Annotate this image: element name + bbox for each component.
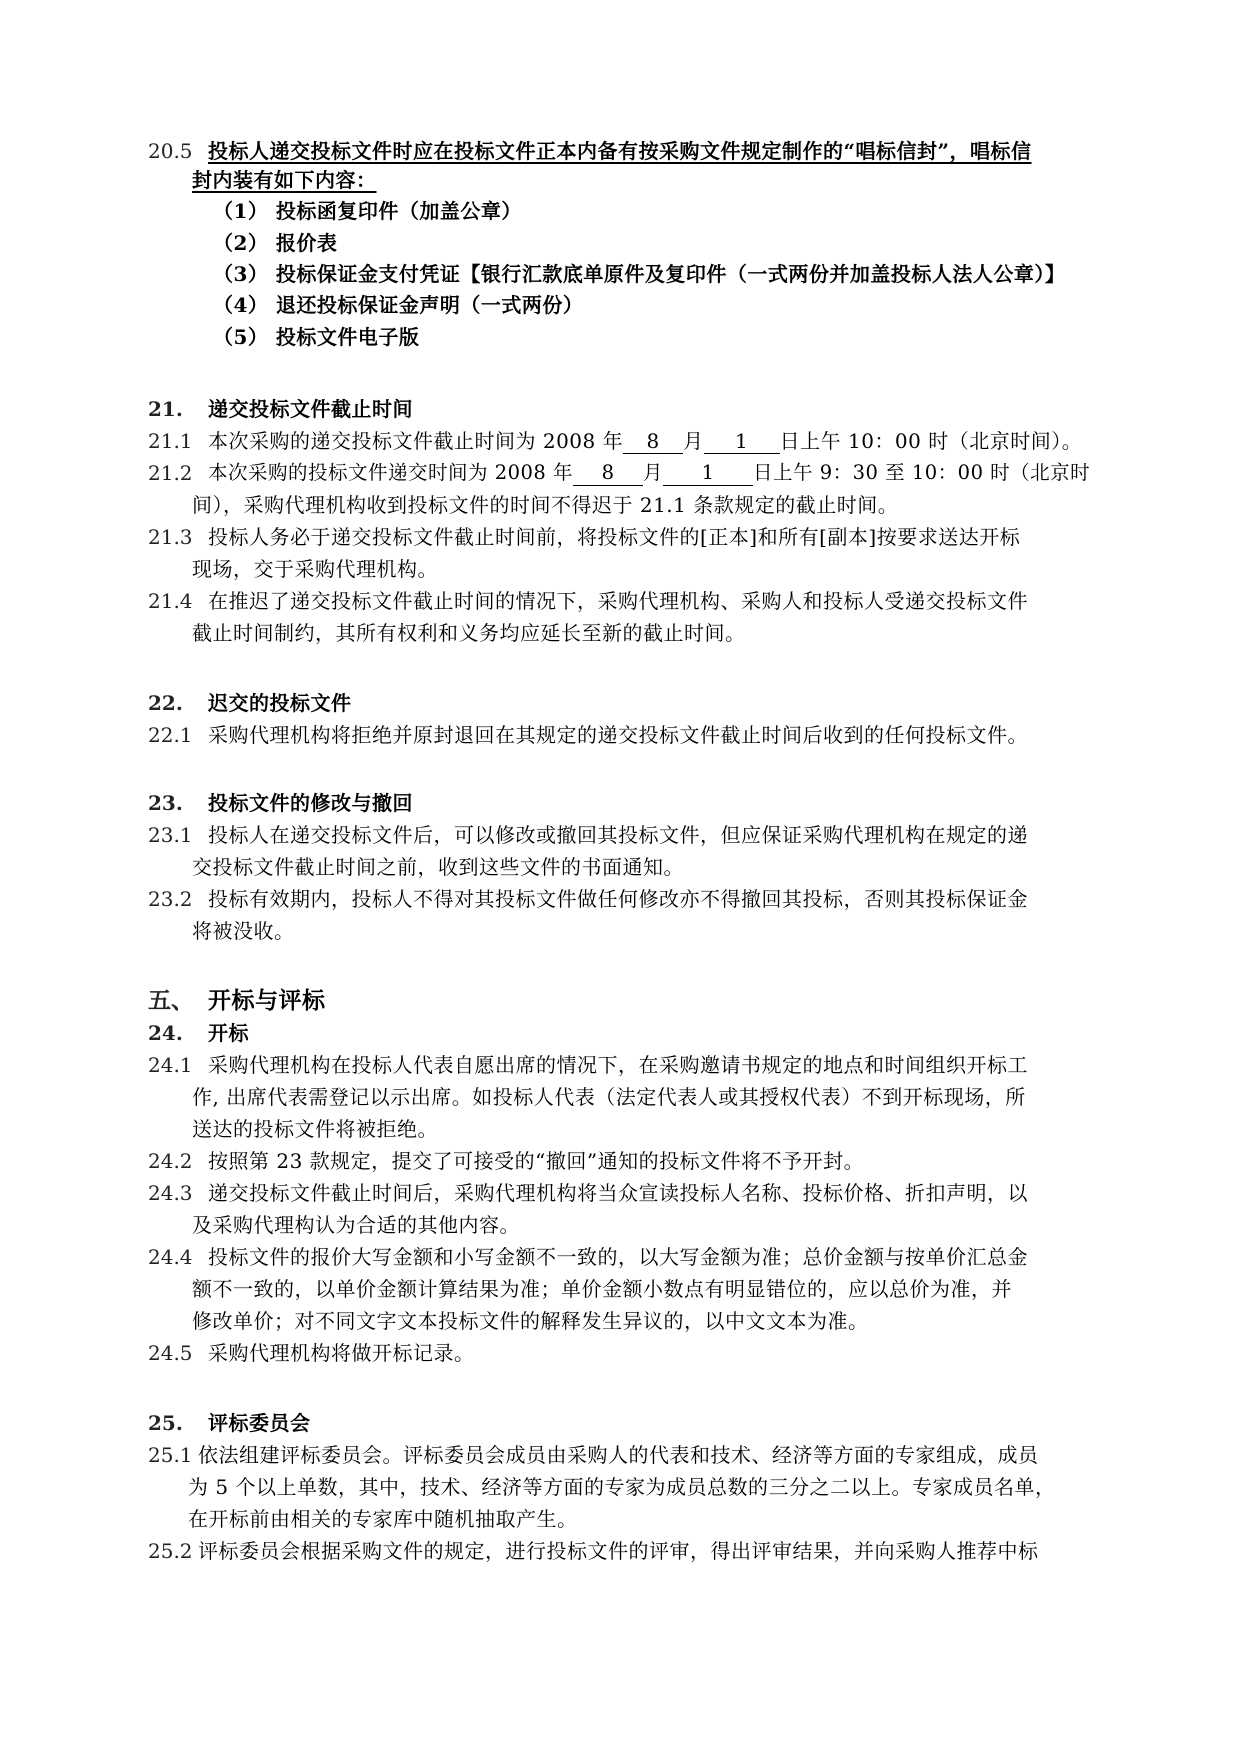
clause-text: 作, 出席代表需登记以示出席。如投标人代表（法定代表人或其授权代表）不到开标现场，所 [192,1085,1026,1109]
envelope-item-2 [0,226,1241,260]
clause-number: 22.1 [148,723,193,747]
clause-22-1 [0,718,1241,752]
clause-25-2 [0,1534,1241,1568]
clause-text: 递交投标文件截止时间后，采购代理机构将当众宣读投标人名称、投标价格、折扣声明，以 [208,1181,1028,1205]
list-item: （1） 投标函复印件（加盖公章） [213,199,522,223]
list-item: （2） 报价表 [213,231,338,255]
clause-number: 20.5 [148,139,193,163]
clause-text: 及采购代理构认为合适的其他内容。 [192,1213,520,1237]
heading-25 [0,1406,1241,1440]
section-title: 开标 [208,1021,249,1045]
text-segment: 月 [683,429,704,453]
clause-number: 23.1 [148,823,193,847]
section-number: 21. [148,397,183,421]
clause-text: 为 5 个以上单数，其中，技术、经济等方面的专家为成员总数的三分之二以上。专家成员名单， [188,1475,1056,1499]
day-blank: 1 [704,429,780,454]
section-number: 24. [148,1021,183,1045]
clause-25-1 [0,1438,1241,1472]
clause-text: 封内装有如下内容： [192,168,377,192]
clause-21-3-line2 [0,552,1241,586]
clause-text: 现场，交于采购代理机构。 [192,557,438,581]
clause-text: 采购代理机构将拒绝并原封退回在其规定的递交投标文件截止时间后收到的任何投标文件。 [208,723,1028,747]
clause-25-1-line2 [0,1470,1241,1504]
clause-number: 21.4 [148,589,193,613]
list-item: （4） 退还投标保证金声明（一式两份） [213,293,584,317]
clause-number: 24.4 [148,1245,193,1269]
clause-text: 依法组建评标委员会。评标委员会成员由采购人的代表和技术、经济等方面的专家组成，成员 [198,1443,1039,1467]
month-blank: 8 [623,429,683,454]
heading-21 [0,392,1241,426]
chapter-title: 开标与评标 [208,987,326,1014]
clause-24-1-line2 [0,1080,1241,1114]
clause-24-4-line2 [0,1272,1241,1306]
chapter-heading-5 [0,984,1241,1018]
clause-24-1-line3 [0,1112,1241,1146]
clause-20-5-line2 [0,163,1241,197]
clause-number: 23.2 [148,887,193,911]
clause-text [208,456,1090,490]
clause-number: 21.2 [148,461,193,485]
clause-text: 间），采购代理机构收到投标文件的时间不得迟于 21.1 条款规定的截止时间。 [192,493,899,517]
clause-21-4 [0,584,1241,618]
clause-text: 投标人在递交投标文件后，可以修改或撤回其投标文件，但应保证采购代理机构在规定的递 [208,823,1028,847]
section-number: 23. [148,791,183,815]
clause-25-1-line3 [0,1502,1241,1536]
clause-text: 采购代理机构在投标人代表自愿出席的情况下，在采购邀请书规定的地点和时间组织开标工 [208,1053,1028,1077]
clause-text: 评标委员会根据采购文件的规定，进行投标文件的评审，得出评审结果，并向采购人推荐中标 [198,1539,1039,1563]
clause-text: 采购代理机构将做开标记录。 [208,1341,475,1365]
envelope-item-4 [0,288,1241,322]
text-segment: 日上午 10：00 时（北京时间）。 [779,429,1083,453]
clause-text: 投标人务必于递交投标文件截止时间前，将投标文件的[正本]和所有[副本]按要求送达开标 [208,525,1021,549]
section-title: 递交投标文件截止时间 [208,397,413,421]
heading-24 [0,1016,1241,1050]
chapter-number: 五、 [148,987,194,1014]
clause-number: 24.1 [148,1053,193,1077]
clause-24-2 [0,1144,1241,1178]
clause-number: 24.3 [148,1181,193,1205]
clause-number: 21.1 [148,429,193,453]
text-segment: 本次采购的投标文件递交时间为 2008 年 [208,461,574,484]
clause-text: 额不一致的，以单价金额计算结果为准；单价金额小数点有明显错位的，应以总价为准，并 [192,1277,1012,1301]
clause-23-2 [0,882,1241,916]
clause-text: 交投标文件截止时间之前，收到这些文件的书面通知。 [192,855,684,879]
clause-24-1 [0,1048,1241,1082]
section-title: 评标委员会 [208,1411,311,1435]
envelope-item-5 [0,320,1241,354]
clause-23-1-line2 [0,850,1241,884]
text-segment: 本次采购的递交投标文件截止时间为 2008 年 [208,429,624,453]
clause-24-3 [0,1176,1241,1210]
section-number: 22. [148,691,183,715]
list-item: （5） 投标文件电子版 [213,325,420,349]
text-segment: 月 [643,461,664,484]
clause-text: 将被没收。 [192,919,295,943]
clause-text: 投标人递交投标文件时应在投标文件正本内备有按采购文件规定制作的“唱标信封”，唱标信 [208,139,1032,163]
section-title: 投标文件的修改与撤回 [208,791,413,815]
section-number: 25. [148,1411,183,1435]
clause-23-1 [0,818,1241,852]
clause-text: 截止时间制约，其所有权利和义务均应延长至新的截止时间。 [192,621,746,645]
clause-24-3-line2 [0,1208,1241,1242]
clause-text: 投标有效期内，投标人不得对其投标文件做任何修改亦不得撤回其投标，否则其投标保证金 [208,887,1028,911]
text-segment: 日上午 9：30 至 10：00 时（北京时 [753,461,1091,484]
day-blank: 1 [663,461,753,486]
clause-24-4-line3 [0,1304,1241,1338]
clause-text: 修改单价；对不同文字文本投标文件的解释发生异议的，以中文文本为准。 [192,1309,869,1333]
clause-text: 在开标前由相关的专家库中随机抽取产生。 [188,1507,578,1531]
clause-number: 25.2 [148,1539,193,1563]
list-item: （3） 投标保证金支付凭证【银行汇款底单原件及复印件（一式两份并加盖投标人法人公章）】 [213,262,1066,286]
heading-23 [0,786,1241,820]
month-blank: 8 [573,461,643,486]
clause-text [208,424,1082,458]
clause-21-2 [0,456,1241,490]
clause-text: 送达的投标文件将被拒绝。 [192,1117,438,1141]
clause-21-4-line2 [0,616,1241,650]
clause-24-4 [0,1240,1241,1274]
clause-number: 24.5 [148,1341,193,1365]
clause-number: 25.1 [148,1443,193,1467]
clause-text: 按照第 23 款规定，提交了可接受的“撤回”通知的投标文件将不予开封。 [208,1149,865,1173]
clause-21-2-line2 [0,488,1241,522]
envelope-item-1 [0,194,1241,228]
clause-number: 21.3 [148,525,193,549]
envelope-item-3 [0,257,1241,291]
heading-22 [0,686,1241,720]
section-title: 迟交的投标文件 [208,691,352,715]
clause-number: 24.2 [148,1149,193,1173]
clause-23-2-line2 [0,914,1241,948]
clause-24-5 [0,1336,1241,1370]
clause-21-3 [0,520,1241,554]
clause-text: 在推迟了递交投标文件截止时间的情况下，采购代理机构、采购人和投标人受递交投标文件 [208,589,1028,613]
clause-21-1 [0,424,1241,458]
clause-text: 投标文件的报价大写金额和小写金额不一致的，以大写金额为准；总价金额与按单价汇总金 [208,1245,1028,1269]
